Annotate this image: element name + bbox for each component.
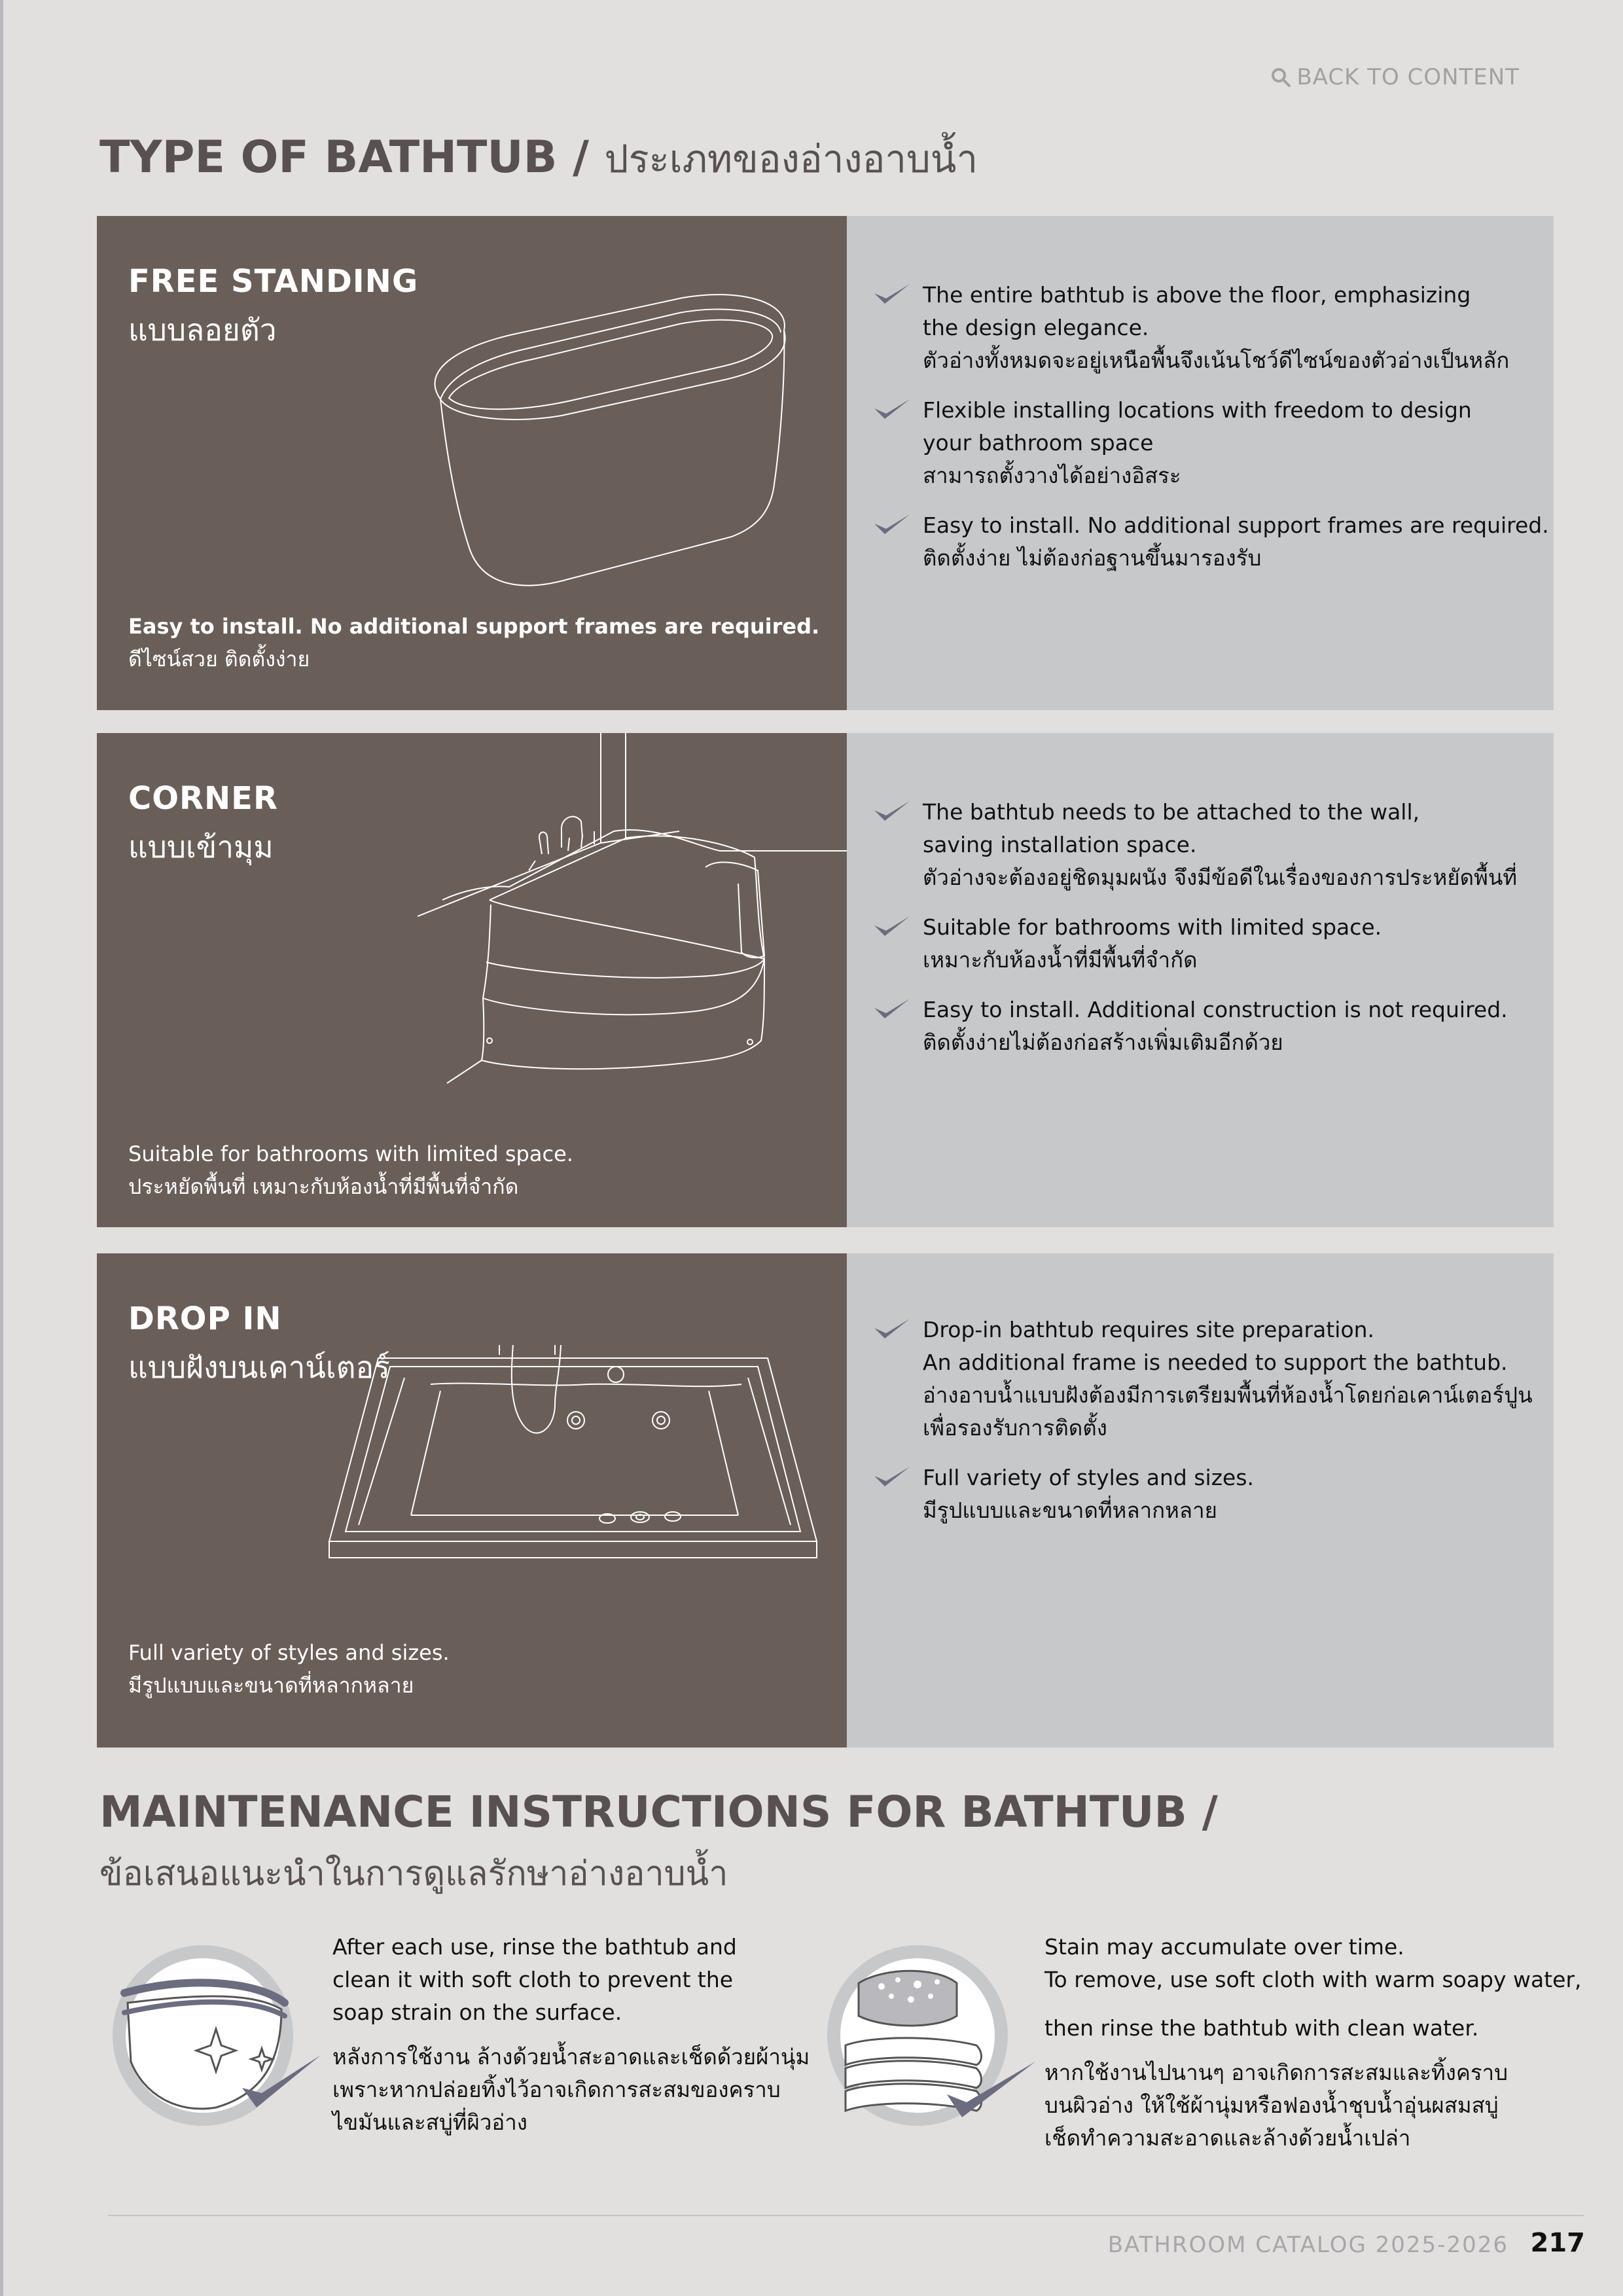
maintenance-subtitle: ข้อเสนอแนะนำในการดูแลรักษาอ่างอาบน้ำ [99,1854,728,1893]
section-drop-in [97,1253,1554,1748]
feature-line: The entire bathtub is above the floor, emphasizing [923,282,1471,308]
section-note-en: Full variety of styles and sizes. [128,1640,450,1665]
feature-item [873,911,1541,977]
checkmark-icon [873,914,911,940]
feature-line: Flexible installing locations with freedom to design [923,397,1472,423]
checkmark-icon [873,281,911,308]
maintenance-line: soap strain on the surface. [332,2000,622,2025]
checkmark-icon [873,397,911,423]
checkmark-icon [873,798,911,825]
section-title: DROP IN [128,1300,282,1337]
page-title [99,128,978,189]
maintenance-line: หากใช้งานไปนานๆ อาจเกิดการสะสมและทิ้งคราบ [1044,2060,1508,2085]
section-note [128,610,819,675]
drop-in-bathtub-icon [280,1345,847,1620]
feature-line: เหมาะกับห้องน้ำที่มีพื้นที่จำกัด [923,947,1198,973]
section-note-en: Suitable for bathrooms with limited space. [128,1141,573,1166]
footer-catalog-label: BATHROOM CATALOG 2025-2026 [1107,2232,1508,2258]
section-free-standing [97,216,1554,710]
page-number: 217 [1530,2228,1585,2258]
feature-line: saving installation space. [923,832,1197,857]
feature-line: your bathroom space [923,430,1154,456]
section-note-th: มีรูปแบบและขนาดที่หลากหลาย [128,1673,414,1698]
checkmark-icon [873,512,911,538]
freestanding-bathtub-icon [359,275,843,798]
feature-line: ติดตั้งง่าย ไม่ต้องก่อฐานขึ้นมารองรับ [923,545,1262,571]
feature-line: Suitable for bathrooms with limited space. [923,914,1382,940]
maintenance-line: then rinse the bathtub with clean water. [1044,2015,1479,2041]
feature-line: Drop-in bathtub requires site preparation. [923,1317,1375,1342]
section-illustration-panel [97,216,847,710]
maintenance-line: เช็ดทำความสะอาดและล้างด้วยน้ำเปล่า [1044,2125,1411,2151]
page-title-separator: / [573,132,589,183]
page-title-en: TYPE OF BATHTUB [99,132,558,183]
feature-line: เพื่อรองรับการติดตั้ง [923,1415,1107,1441]
back-to-content-label: BACK TO CONTENT [1296,64,1520,90]
maintenance-line: After each use, rinse the bathtub and [332,1934,737,1960]
feature-list [873,1314,1541,1544]
sponge-towel-icon [819,1931,1042,2153]
feature-list [873,279,1549,592]
feature-item [873,994,1541,1059]
section-note [128,1138,573,1203]
section-note-en: Easy to install. No additional support frames are required. [128,614,820,639]
section-subtitle: แบบลอยตัว [128,312,277,348]
feature-line: มีรูปแบบและขนาดที่หลากหลาย [923,1498,1217,1523]
section-note-th: ดีไซน์สวย ติดตั้งง่าย [128,647,310,672]
footer-divider [108,2215,1584,2216]
maintenance-line: เพราะหากปล่อยทิ้งไว้อาจเกิดการสะสมของคราบ [332,2077,781,2102]
search-icon [1270,67,1291,88]
corner-bathtub-icon [313,733,847,1100]
feature-item [873,796,1541,894]
feature-line: Full variety of styles and sizes. [923,1465,1255,1490]
maintenance-line: หลังการใช้งาน ล้างด้วยน้ำสะอาดและเช็ดด้วยผ้านุ่ม [332,2044,810,2070]
section-subtitle: แบบเข้ามุม [128,829,274,865]
feature-line: Easy to install. Additional construction is not required. [923,997,1508,1022]
page-title-th: ประเภทของอ่างอาบน้ำ [604,137,978,181]
section-illustration-panel [97,733,847,1227]
feature-line: The bathtub needs to be attached to the wall, [923,799,1420,825]
feature-line: Easy to install. No additional support frames are required. [923,512,1549,538]
maintenance-line: clean it with soft cloth to prevent the [332,1967,734,1992]
maintenance-line: บนผิวอ่าง ให้ใช้ผ้านุ่มหรือฟองน้ำชุบน้ำอุ่นผสมสบู่ [1044,2092,1499,2118]
feature-line: ตัวอ่างจะต้องอยู่ชิดมุมผนัง จึงมีข้อดีในเรื่องของการประหยัดพื้นที่ [923,865,1518,890]
page-left-rule [0,0,3,2296]
maintenance-title: MAINTENANCE INSTRUCTIONS FOR BATHTUB / [99,1787,1218,1837]
feature-list [873,796,1541,1076]
feature-item [873,1462,1541,1527]
feature-line: ติดตั้งง่ายไม่ต้องก่อสร้างเพิ่มเติมอีกด้วย [923,1030,1283,1055]
checkmark-icon [873,1316,911,1342]
checkmark-icon [873,1464,911,1490]
feature-item [873,1314,1541,1444]
maintenance-line: ไขมันและสบู่ที่ผิวอ่าง [332,2109,527,2135]
section-note [128,1636,450,1702]
feature-line: An additional frame is needed to support the bathtub. [923,1350,1508,1375]
section-corner [97,733,1554,1227]
feature-item [873,509,1549,575]
section-note-th: ประหยัดพื้นที่ เหมาะกับห้องน้ำที่มีพื้นที่จำกัด [128,1174,519,1199]
feature-line: the design elegance. [923,315,1149,340]
feature-line: ตัวอ่างทั้งหมดจะอยู่เหนือพื้นจึงเน้นโชว์ดีไซน์ของตัวอ่างเป็นหลัก [923,348,1510,373]
section-title: CORNER [128,780,278,817]
feature-item [873,394,1541,492]
maintenance-text [1044,1931,1582,2166]
section-title: FREE STANDING [128,263,419,300]
feature-item [873,279,1541,377]
back-to-content-link[interactable] [1270,64,1520,90]
section-features-panel [847,1253,1554,1748]
maintenance-line: To remove, use soft cloth with warm soapy water, [1044,1967,1582,1992]
feature-line: อ่างอาบน้ำแบบฝังต้องมีการเตรียมพื้นที่ห้องน้ำโดยก่อเคาน์เตอร์ปูน [923,1382,1533,1408]
checkmark-icon [873,996,911,1022]
feature-line: สามารถตั้งวางได้อย่างอิสระ [923,463,1181,488]
section-illustration-panel [97,1253,847,1748]
clean-bathtub-icon [105,1931,327,2153]
section-features-panel [847,733,1554,1227]
section-features-panel [847,216,1554,710]
maintenance-text [332,1931,810,2151]
section-subtitle: แบบฝังบนเคาน์เตอร์ [128,1350,390,1385]
maintenance-line: Stain may accumulate over time. [1044,1934,1404,1960]
